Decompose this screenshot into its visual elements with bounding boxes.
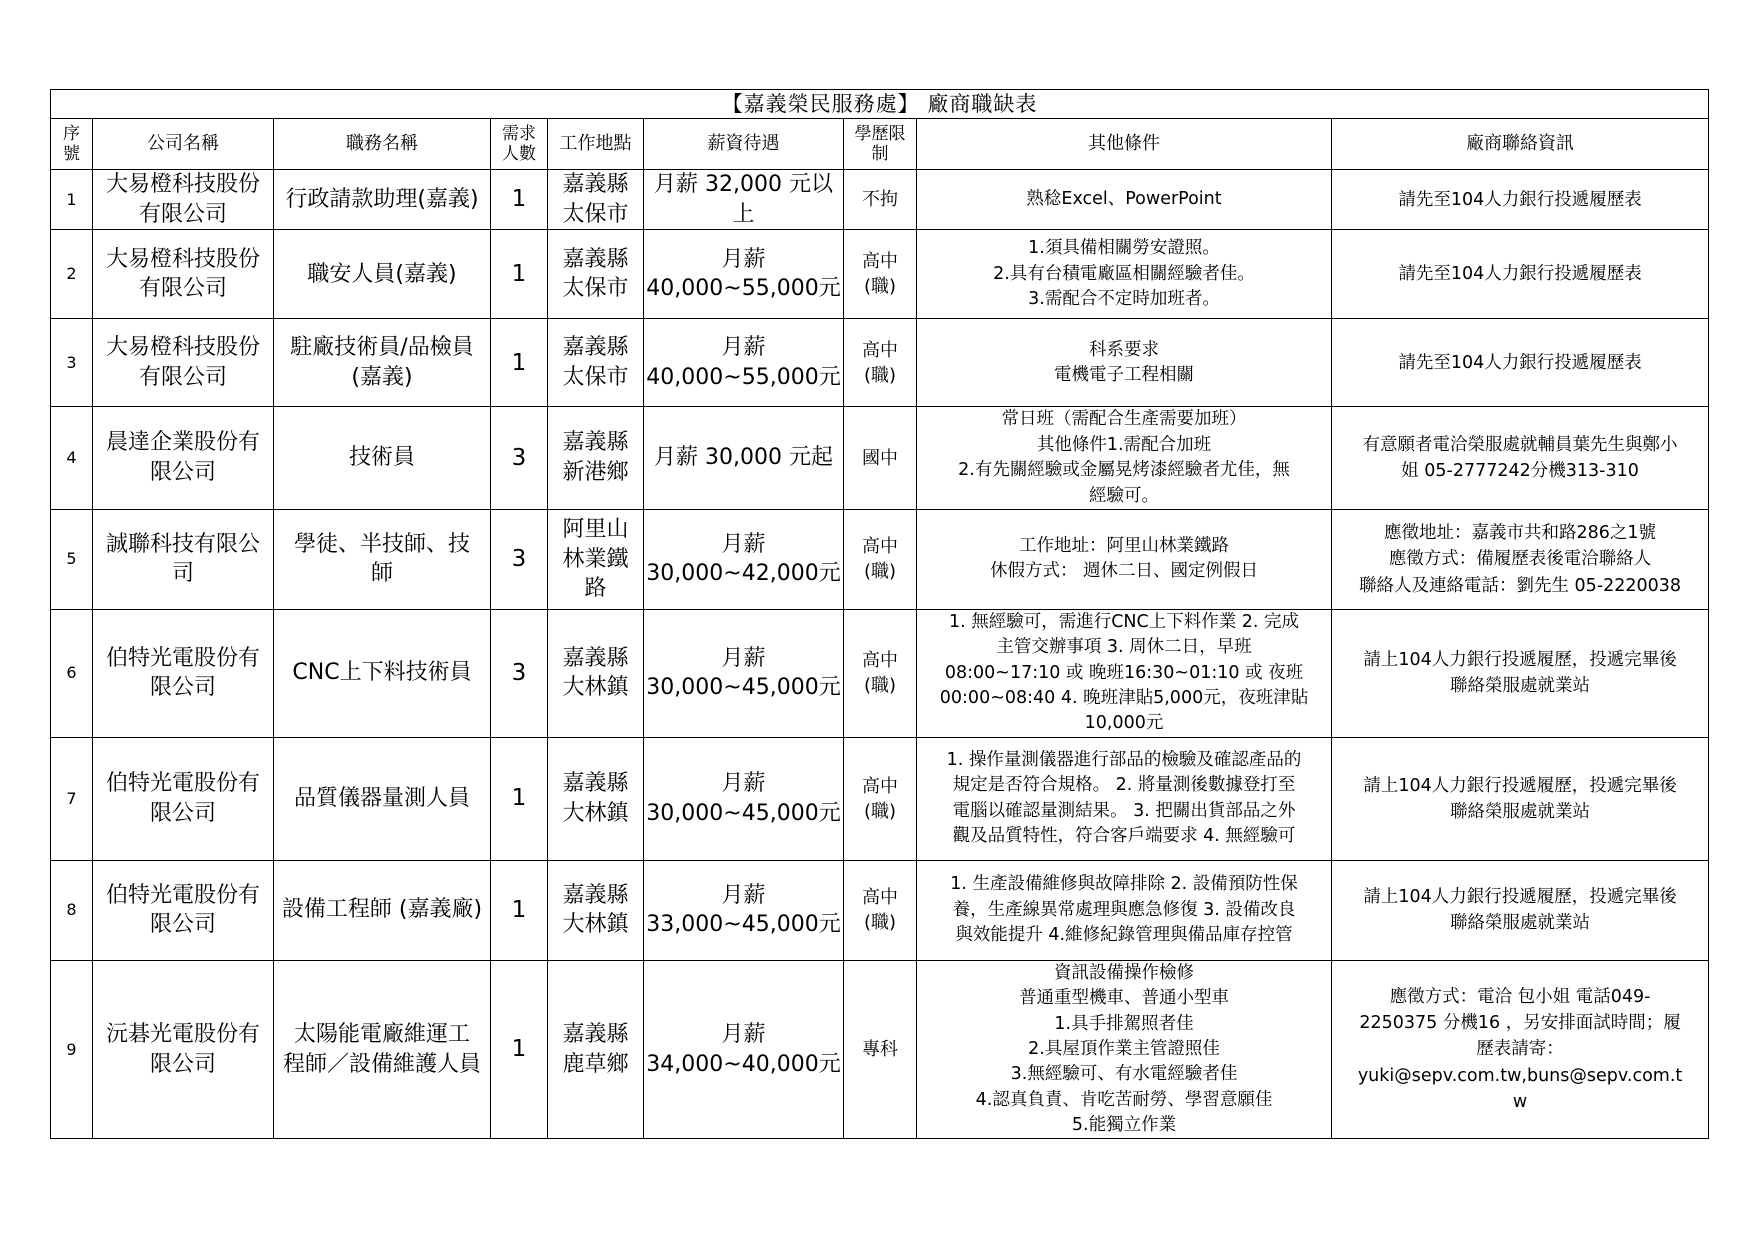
cell-seq: 7 [51,737,93,860]
table-row [51,860,1709,960]
cell-conditions: 熟稔Excel、PowerPoint [917,170,1332,230]
cell-company: 誠聯科技有限公 司 [93,509,274,609]
cell-count: 3 [491,509,548,609]
cell-education: 國中 [844,407,917,510]
header-job: 職務名稱 [274,119,491,170]
cell-job: 學徒、半技師、技 師 [274,509,491,609]
header-company: 公司名稱 [93,119,274,170]
cell-seq: 1 [51,170,93,230]
cell-job: 技術員 [274,407,491,510]
header-conditions: 其他條件 [917,119,1332,170]
cell-salary: 月薪 30,000 元起 [644,407,844,510]
cell-job: 駐廠技術員/品檢員 (嘉義) [274,319,491,407]
table-row [51,737,1709,860]
cell-location: 嘉義縣 新港鄉 [548,407,644,510]
cell-contact: 請先至104人力銀行投遞履歷表 [1332,319,1709,407]
cell-location: 嘉義縣 太保市 [548,230,644,319]
cell-count: 1 [491,319,548,407]
cell-count: 3 [491,609,548,737]
cell-company: 伯特光電股份有 限公司 [93,737,274,860]
header-salary: 薪資待遇 [644,119,844,170]
cell-conditions: 1. 無經驗可，需進行CNC上下料作業 2. 完成 主管交辦事項 3. 周休二日，早班 08:00~17:10 或 晚班16:30~01:10 或 夜班 00:00~08:40 4. 晚班津貼5,000元，夜班津貼 10,000元 [917,609,1332,737]
cell-salary: 月薪 40,000~55,000元 [644,230,844,319]
cell-salary: 月薪 34,000~40,000元 [644,960,844,1139]
table-row [51,609,1709,737]
cell-job: 品質儀器量測人員 [274,737,491,860]
cell-salary: 月薪 33,000~45,000元 [644,860,844,960]
header-location: 工作地點 [548,119,644,170]
cell-contact: 請上104人力銀行投遞履歷，投遞完畢後 聯絡榮服處就業站 [1332,860,1709,960]
cell-education: 高中 (職) [844,319,917,407]
cell-location: 阿里山 林業鐵 路 [548,509,644,609]
cell-company: 大易橙科技股份 有限公司 [93,230,274,319]
cell-contact: 請先至104人力銀行投遞履歷表 [1332,230,1709,319]
cell-seq: 8 [51,860,93,960]
table-row [51,960,1709,1139]
cell-count: 1 [491,737,548,860]
table-row [51,170,1709,230]
cell-job: 職安人員(嘉義) [274,230,491,319]
cell-count: 1 [491,860,548,960]
cell-seq: 3 [51,319,93,407]
cell-education: 高中 (職) [844,230,917,319]
cell-conditions: 工作地址：阿里山林業鐵路 休假方式： 週休二日、國定例假日 [917,509,1332,609]
cell-contact: 請先至104人力銀行投遞履歷表 [1332,170,1709,230]
cell-location: 嘉義縣 大林鎮 [548,609,644,737]
cell-contact: 請上104人力銀行投遞履歷，投遞完畢後 聯絡榮服處就業站 [1332,609,1709,737]
header-education: 學歷限 制 [844,119,917,170]
cell-salary: 月薪 30,000~42,000元 [644,509,844,609]
cell-education: 專科 [844,960,917,1139]
cell-count: 1 [491,170,548,230]
cell-education: 高中 (職) [844,509,917,609]
cell-contact: 應徵地址：嘉義市共和路286之1號 應徵方式：備履歷表後電洽聯絡人 聯絡人及連絡電話：劉先生 05-2220038 [1332,509,1709,609]
cell-conditions: 資訊設備操作檢修 普通重型機車、普通小型車 1.具手排駕照者佳 2.具屋頂作業主管證照佳 3.無經驗可、有水電經驗者佳 4.認真負責、肯吃苦耐勞、學習意願佳 5.能獨立作業 [917,960,1332,1139]
cell-conditions: 常日班（需配合生產需要加班） 其他條件1.需配合加班 2.有先關經驗或金屬晃烤漆經驗者尤佳，無 經驗可。 [917,407,1332,510]
cell-count: 3 [491,407,548,510]
cell-education: 高中 (職) [844,609,917,737]
cell-job: 行政請款助理(嘉義) [274,170,491,230]
cell-company: 沅碁光電股份有 限公司 [93,960,274,1139]
cell-seq: 9 [51,960,93,1139]
cell-conditions: 1.須具備相關勞安證照。 2.具有台積電廠區相關經驗者佳。 3.需配合不定時加班者。 [917,230,1332,319]
header-row [51,119,1709,170]
cell-conditions: 1. 生產設備維修與故障排除 2. 設備預防性保 養，生產線異常處理與應急修復 3. 設備改良 與效能提升 4.維修紀錄管理與備品庫存控管 [917,860,1332,960]
cell-contact: 有意願者電洽榮服處就輔員葉先生與鄭小 姐 05-2777242分機313-310 [1332,407,1709,510]
cell-company: 伯特光電股份有 限公司 [93,860,274,960]
cell-education: 高中 (職) [844,737,917,860]
table-row [51,319,1709,407]
header-contact: 廠商聯絡資訊 [1332,119,1709,170]
cell-company: 晨達企業股份有 限公司 [93,407,274,510]
cell-conditions: 科系要求 電機電子工程相關 [917,319,1332,407]
cell-seq: 2 [51,230,93,319]
table-row [51,407,1709,510]
cell-count: 1 [491,960,548,1139]
cell-company: 大易橙科技股份 有限公司 [93,319,274,407]
table-row [51,230,1709,319]
cell-job: 太陽能電廠維運工 程師／設備維護人員 [274,960,491,1139]
table-row [51,509,1709,609]
cell-contact: 應徵方式：電洽 包小姐 電話049- 2250375 分機16 ，另安排面試時間；履 歷表請寄： yuki@sepv.com.tw,buns@sepv.com.t w [1332,960,1709,1139]
cell-conditions: 1. 操作量測儀器進行部品的檢驗及確認產品的 規定是否符合規格。 2. 將量測後數據登打至 電腦以確認量測結果。 3. 把關出貨部品之外 觀及品質特性，符合客戶端要求 4. 無經驗可 [917,737,1332,860]
cell-contact: 請上104人力銀行投遞履歷，投遞完畢後 聯絡榮服處就業站 [1332,737,1709,860]
cell-salary: 月薪 30,000~45,000元 [644,737,844,860]
cell-seq: 5 [51,509,93,609]
cell-seq: 4 [51,407,93,510]
cell-location: 嘉義縣 太保市 [548,170,644,230]
header-count: 需求 人數 [491,119,548,170]
cell-salary: 月薪 30,000~45,000元 [644,609,844,737]
cell-education: 不拘 [844,170,917,230]
cell-location: 嘉義縣 太保市 [548,319,644,407]
cell-count: 1 [491,230,548,319]
cell-job: CNC上下料技術員 [274,609,491,737]
table-title: 【嘉義榮民服務處】 廠商職缺表 [51,90,1709,119]
job-vacancy-table [50,89,1709,1139]
cell-company: 伯特光電股份有 限公司 [93,609,274,737]
cell-salary: 月薪 40,000~55,000元 [644,319,844,407]
cell-job: 設備工程師 (嘉義廠) [274,860,491,960]
cell-location: 嘉義縣 大林鎮 [548,737,644,860]
cell-salary: 月薪 32,000 元以 上 [644,170,844,230]
cell-seq: 6 [51,609,93,737]
cell-location: 嘉義縣 鹿草鄉 [548,960,644,1139]
cell-company: 大易橙科技股份 有限公司 [93,170,274,230]
header-seq: 序 號 [51,119,93,170]
table-body [51,170,1709,1139]
cell-education: 高中 (職) [844,860,917,960]
cell-location: 嘉義縣 大林鎮 [548,860,644,960]
